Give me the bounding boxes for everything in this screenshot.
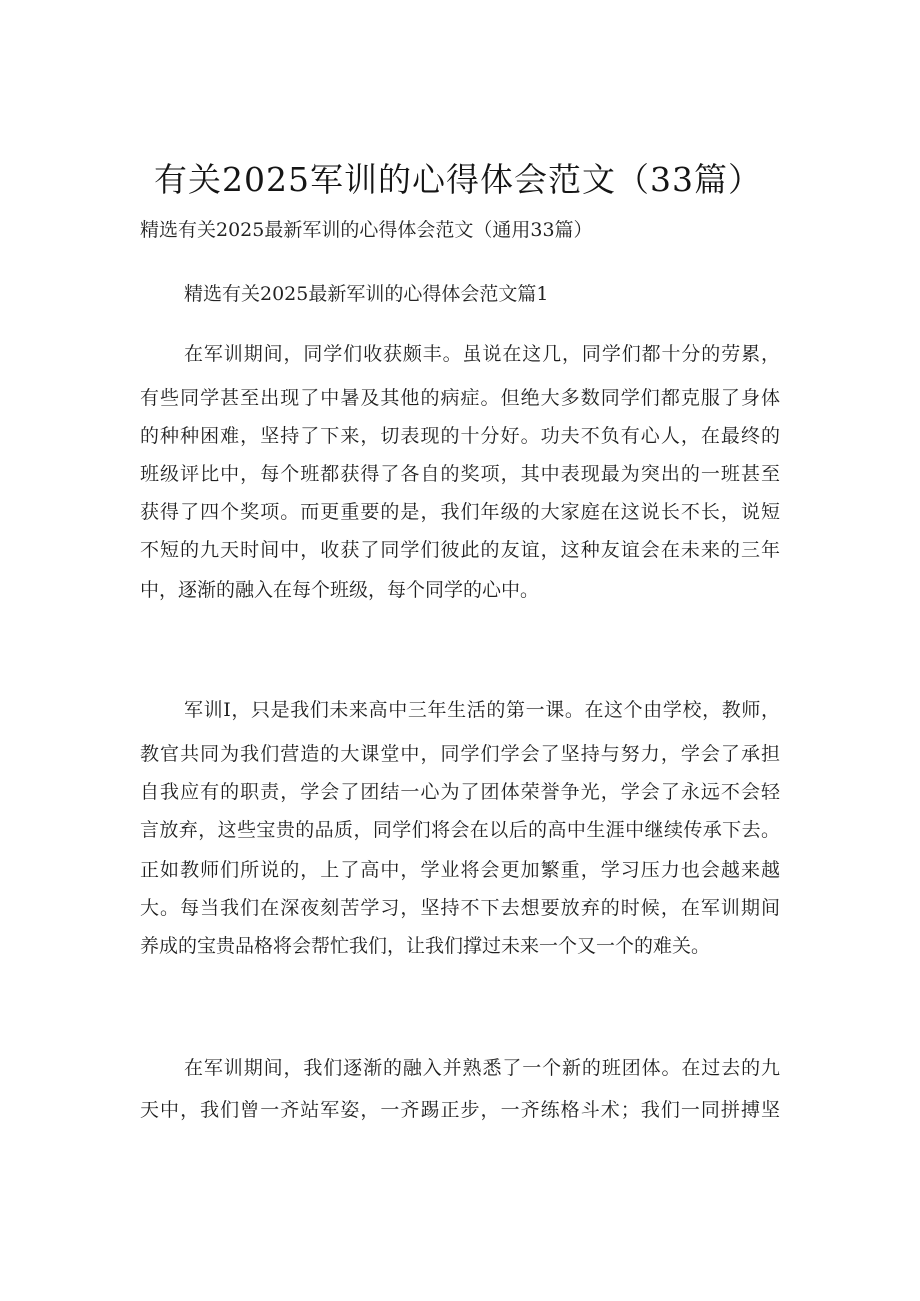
paragraph-line: 教官共同为我们营造的大课堂中，同学们学会了坚持与努力，学会了承担 (140, 743, 780, 765)
paragraph-line: 养成的宝贵品格将会帮忙我们，让我们撑过未来一个又一个的难关。 (140, 935, 711, 957)
paragraph-line: 班级评比中，每个班都获得了各自的奖项，其中表现最为突出的一班甚至 (140, 463, 780, 485)
paragraph-line: 天中，我们曾一齐站军姿，一齐踢正步，一齐练格斗术；我们一同拼搏坚 (140, 1099, 780, 1121)
paragraph-line: 军训I，只是我们未来高中三年生活的第一课。在这个由学校，教师， (184, 699, 780, 721)
paragraph-line: 正如教师们所说的，上了高中，学业将会更加繁重，学习压力也会越来越 (140, 859, 780, 881)
paragraph-line: 在军训期间，我们逐渐的融入并熟悉了一个新的班团体。在过去的九 (184, 1057, 780, 1079)
paragraph-line: 言放弃，这些宝贵的品质，同学们将会在以后的高中生涯中继续传承下去。 (140, 819, 780, 841)
paragraph-line: 在军训期间，同学们收获颇丰。虽说在这几，同学们都十分的劳累， (184, 343, 780, 365)
paragraph-line: 自我应有的职责，学会了团结一心为了团体荣誉争光，学会了永远不会轻 (140, 781, 780, 803)
paragraph-line: 不短的九天时间中，收获了同学们彼此的友谊，这种友谊会在未来的三年 (140, 539, 780, 561)
document-subtitle: 精选有关2025最新军训的心得体会范文（通用33篇） (140, 219, 593, 241)
paragraph-line: 的种种困难，坚持了下来，切表现的十分好。功夫不负有心人，在最终的 (140, 425, 780, 447)
section-heading: 精选有关2025最新军训的心得体会范文篇1 (184, 283, 549, 305)
paragraph-line: 有些同学甚至出现了中暑及其他的病症。但绝大多数同学们都克服了身体 (140, 387, 780, 409)
paragraph-line: 获得了四个奖项。而更重要的是，我们年级的大家庭在这说长不长，说短 (140, 501, 780, 523)
paragraph-line: 中，逐渐的融入在每个班级，每个同学的心中。 (140, 579, 540, 601)
document-title: 有关2025军训的心得体会范文（33篇） (154, 160, 762, 199)
paragraph-line: 大。每当我们在深夜刻苦学习，坚持不下去想要放弃的时候，在军训期间 (140, 897, 780, 919)
